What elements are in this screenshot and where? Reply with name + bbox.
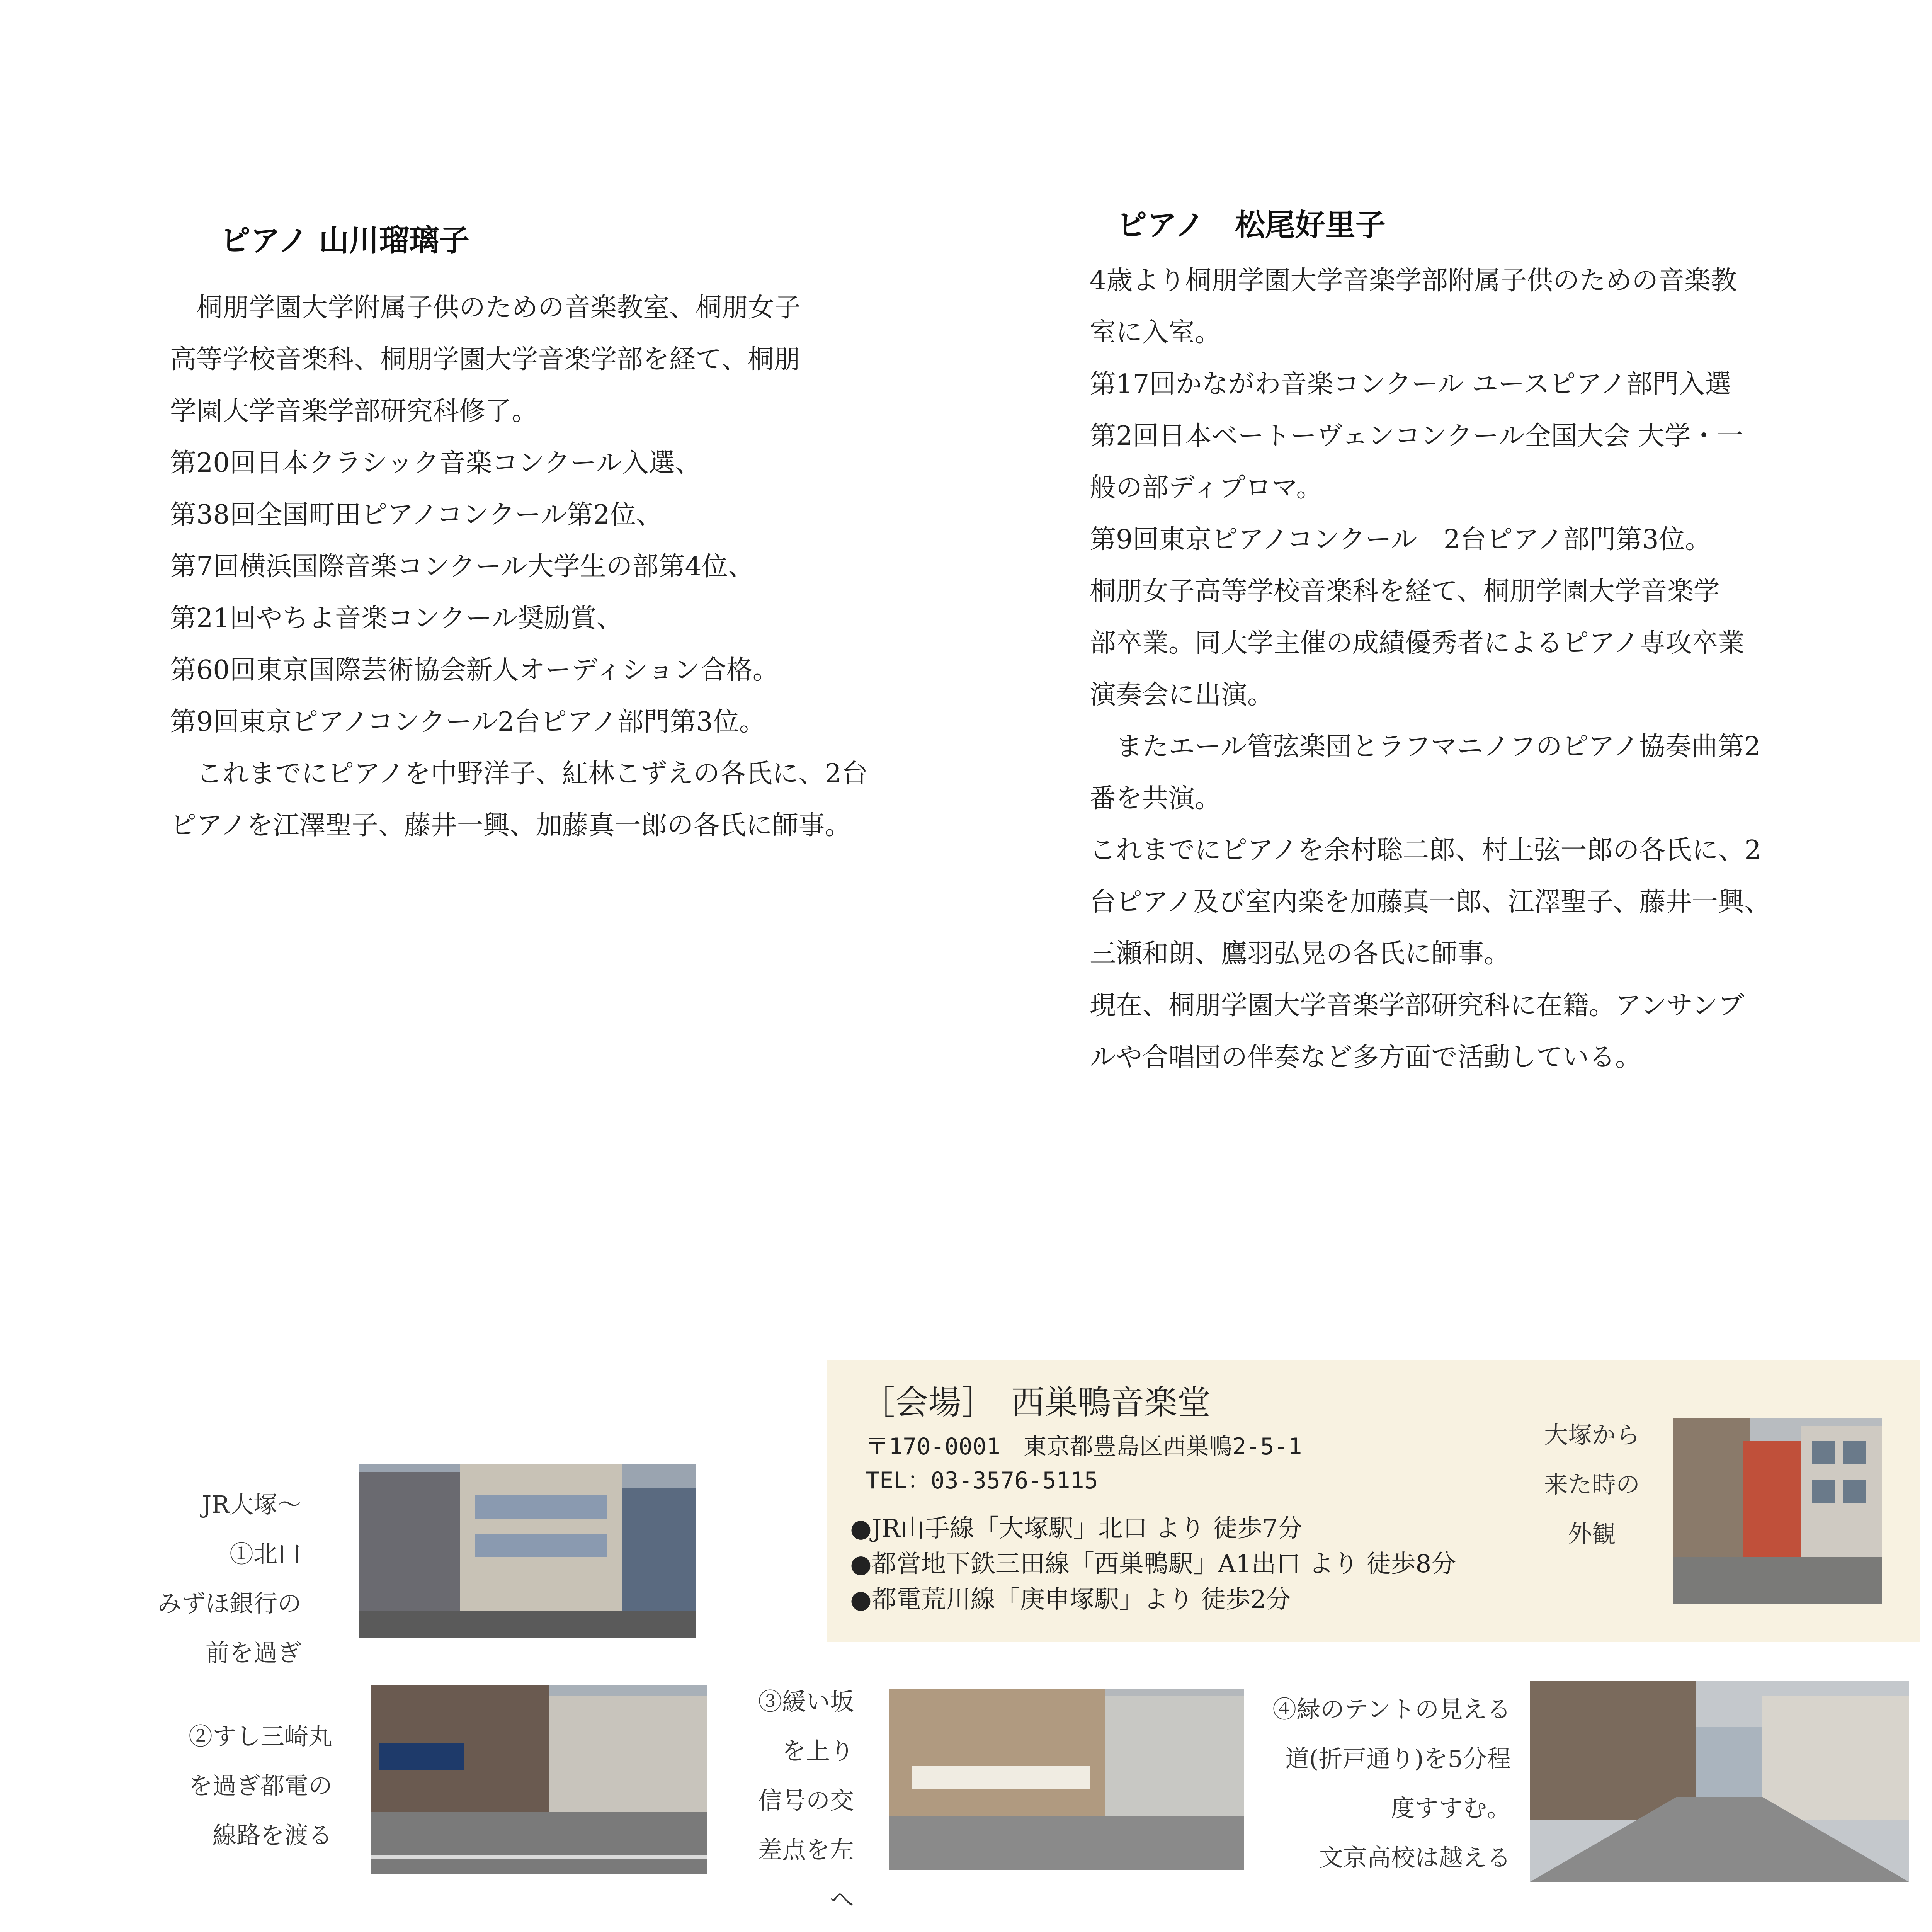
bio-line: 第20回日本クラシック音楽コンクール入選、: [170, 448, 701, 478]
caption-line: を上り: [782, 1737, 854, 1765]
bio-line: 三瀬和朗、鷹羽弘晃の各氏に師事。: [1090, 939, 1510, 969]
bio-line: 番を共演。: [1090, 783, 1221, 814]
bio-line: これまでにピアノを中野洋子、紅林こずえの各氏に、2台: [170, 759, 868, 789]
bio-line: 室に入室。: [1090, 317, 1221, 348]
route-step4-photo: [1530, 1681, 1909, 1882]
bio-line: 台ピアノ及び室内楽を加藤真一郎、江澤聖子、藤井一興、: [1090, 887, 1771, 917]
caption-line: ①北口: [229, 1540, 301, 1568]
bio-line: 部卒業。同大学主催の成績優秀者によるピアノ専攻卒業: [1090, 628, 1745, 658]
bio-line: 般の部ディプロマ。: [1090, 473, 1323, 503]
access-item: ●JR山手線「大塚駅」北口 より 徒歩7分: [850, 1514, 1303, 1543]
venue-title: ［会場］ 西巣鴨音楽堂: [862, 1383, 1211, 1422]
access-item: ●都電荒川線「庚申塚駅」より 徒歩2分: [850, 1585, 1291, 1614]
bio-line: 第17回かながわ音楽コンクール ユースピアノ部門入選: [1090, 369, 1731, 400]
venue-exterior-photo: [1673, 1418, 1882, 1604]
caption-line: ④緑のテントの見える: [1272, 1695, 1511, 1723]
access-item: ●都営地下鉄三田線「西巣鴨駅」A1出口 より 徒歩8分: [850, 1550, 1456, 1578]
bio-line: 桐朋学園大学附属子供のための音楽教室、桐朋女子: [170, 293, 801, 323]
caption-line: JR大塚～: [202, 1490, 301, 1519]
bio-line: 高等学校音楽科、桐朋学園大学音楽学部を経て、桐朋: [170, 344, 800, 375]
route-step3-caption: [703, 1677, 854, 1924]
bio-line: 第21回やちよ音楽コンクール奨励賞、: [170, 603, 623, 634]
caption-line: 外観: [1568, 1520, 1616, 1548]
bio-line: これまでにピアノを余村聡二郎、村上弦一郎の各氏に、2: [1090, 835, 1761, 866]
caption-line: 来た時の: [1544, 1470, 1640, 1498]
bio-line: 第38回全国町田ピアノコンクール第2位、: [170, 500, 663, 530]
bio-line: 4歳より桐朋学園大学音楽学部附属子供のための音楽教: [1090, 265, 1737, 296]
caption-line: 道(折戸通り)を5分程: [1285, 1745, 1511, 1773]
route-step2-caption: [131, 1712, 332, 1860]
route-step2-photo: [371, 1685, 707, 1874]
bio-line: 学園大学音楽学部研究科修了。: [170, 396, 538, 427]
route-step1-photo: [359, 1464, 696, 1638]
route-step1-caption: [116, 1480, 301, 1678]
caption-line: ③緩い坂: [758, 1687, 854, 1716]
bio-line: 第9回東京ピアノコンクール 2台ピアノ部門第3位。: [1090, 524, 1711, 555]
bio-right-text: [1090, 255, 1771, 1083]
route-step4-caption: [1252, 1685, 1511, 1883]
bio-right-title: ピアノ 松尾好里子: [1117, 207, 1386, 243]
venue-tel: TEL：03-3576-5115: [866, 1467, 1098, 1494]
venue-access-list: [850, 1511, 1456, 1617]
caption-line: を過ぎ都電の: [188, 1772, 332, 1800]
caption-line: みずほ銀行の: [157, 1589, 301, 1617]
bio-left-title: ピアノ 山川瑠璃子: [220, 223, 469, 258]
caption-line: 度すすむ。: [1391, 1794, 1511, 1822]
bio-line: ルや合唱団の伴奏など多方面で活動している。: [1090, 1042, 1642, 1073]
caption-line: へ: [830, 1885, 854, 1913]
caption-line: 線路を渡る: [212, 1821, 332, 1849]
caption-line: 大塚から: [1544, 1421, 1640, 1449]
venue-postal: 〒170-0001 東京都豊島区西巣鴨2-5-1: [866, 1433, 1302, 1460]
venue-view-caption: [1530, 1410, 1654, 1559]
caption-line: 文京高校は越える: [1319, 1844, 1511, 1872]
caption-line: 差点を左: [758, 1836, 854, 1864]
bio-line: 現在、桐朋学園大学音楽学部研究科に在籍。アンサンブ: [1090, 990, 1744, 1021]
bio-line: 第7回横浜国際音楽コンクール大学生の部第4位、: [170, 551, 754, 582]
caption-line: ②すし三崎丸: [188, 1722, 332, 1750]
bio-line: またエール管弦楽団とラフマニノフのピアノ協奏曲第2: [1090, 731, 1761, 762]
bio-line: 第9回東京ピアノコンクール2台ピアノ部門第3位。: [170, 707, 765, 737]
caption-line: 前を過ぎ: [205, 1639, 301, 1667]
venue-address: [866, 1430, 1302, 1498]
bio-line: ピアノを江澤聖子、藤井一興、加藤真一郎の各氏に師事。: [170, 810, 851, 841]
bio-left-text: [170, 282, 868, 852]
bio-line: 第2回日本ベートーヴェンコンクール全国大会 大学・一: [1090, 421, 1743, 451]
route-step3-photo: [889, 1689, 1244, 1870]
bio-line: 桐朋女子高等学校音楽科を経て、桐朋学園大学音楽学: [1090, 576, 1720, 607]
caption-line: 信号の交: [758, 1786, 854, 1815]
bio-line: 演奏会に出演。: [1090, 680, 1274, 710]
bio-line: 第60回東京国際芸術協会新人オーディション合格。: [170, 655, 779, 685]
